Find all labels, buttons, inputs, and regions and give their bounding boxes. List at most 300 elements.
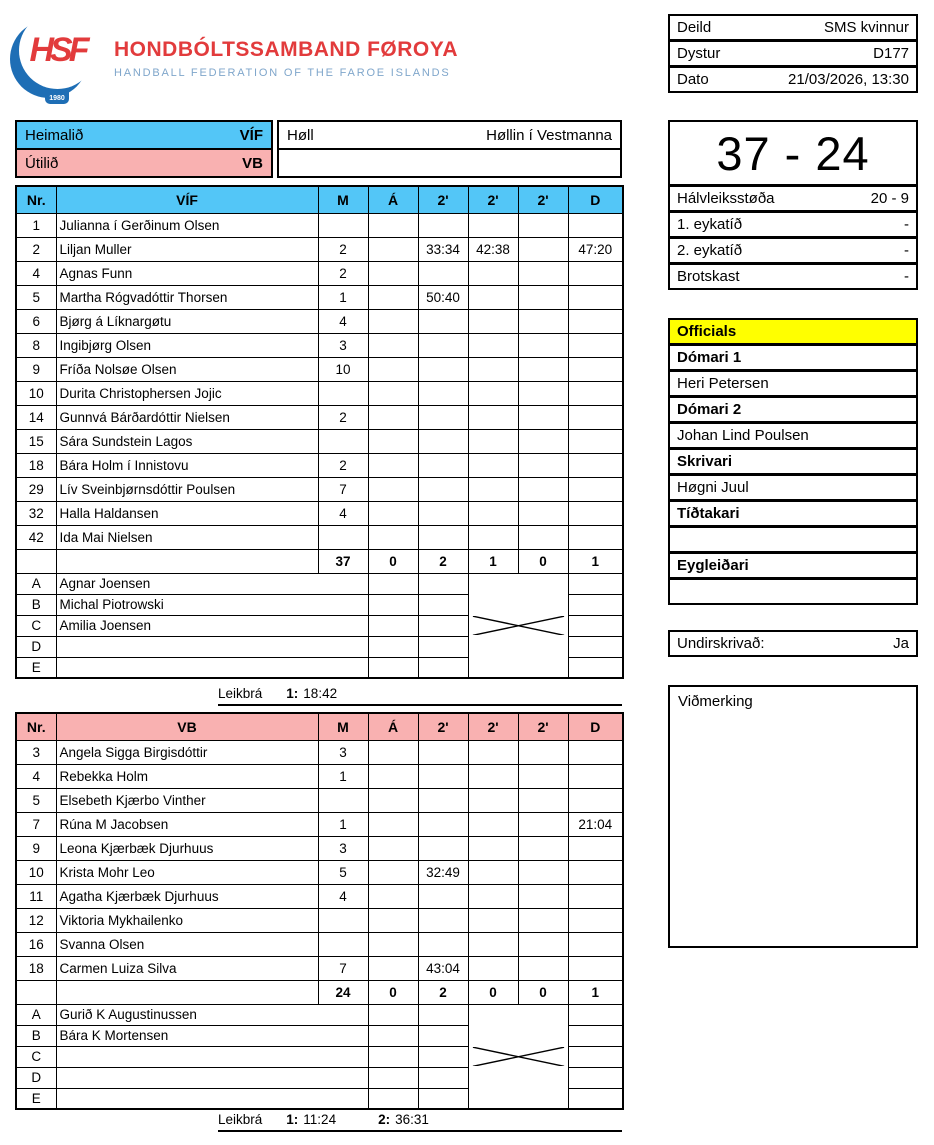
col-header-2min-3: 2' (518, 713, 568, 740)
player-name: Ingibjørg Olsen (56, 333, 318, 357)
overtime1-row (668, 211, 918, 238)
penalty-row (668, 263, 918, 290)
signature-box (668, 630, 918, 657)
player-name: Lív Sveinbjørnsdóttir Poulsen (56, 477, 318, 501)
player-2min-1 (418, 932, 468, 956)
match-number-label: Dystur (677, 45, 721, 62)
player-2min-1: 33:34 (418, 237, 468, 261)
total-2min-3: 0 (518, 980, 568, 1004)
official-disq-cell (568, 573, 623, 594)
team-table-header-row (16, 186, 623, 213)
leikbra-entry-number: 1: (286, 1112, 299, 1127)
player-2min-3 (518, 333, 568, 357)
player-name: Agnas Funn (56, 261, 318, 285)
officials-header: Officials (668, 318, 918, 345)
player-2min-3 (518, 309, 568, 333)
official-name (56, 1046, 368, 1067)
player-disq (568, 477, 623, 501)
player-goals (318, 908, 368, 932)
total-goals: 24 (318, 980, 368, 1004)
hall-label: Høll (287, 126, 314, 144)
official-disq-cell (568, 1004, 623, 1025)
player-name: Ida Mai Nielsen (56, 525, 318, 549)
player-2min-2 (468, 908, 518, 932)
player-2min-2 (468, 477, 518, 501)
player-warning (368, 285, 418, 309)
col-header-disq: D (568, 713, 623, 740)
player-2min-3 (518, 884, 568, 908)
player-number: 11 (16, 884, 56, 908)
federation-text (114, 38, 458, 79)
col-header-nr: Nr. (16, 186, 56, 213)
secretary-name: Høgni Juul (668, 474, 918, 501)
leikbra-entry (286, 686, 337, 701)
overtime1-label: 1. eykatíð (677, 216, 743, 233)
x-mark-icon (472, 616, 565, 636)
official-2min-cell (418, 1004, 468, 1025)
player-2min-1 (418, 477, 468, 501)
player-2min-1 (418, 525, 468, 549)
official-disq-cell (568, 1088, 623, 1109)
remarks-box (668, 685, 918, 948)
player-2min-3 (518, 453, 568, 477)
player-2min-1 (418, 908, 468, 932)
player-goals: 2 (318, 261, 368, 285)
player-row (16, 884, 623, 908)
player-row (16, 405, 623, 429)
official-warning-cell (368, 1067, 418, 1088)
player-number: 15 (16, 429, 56, 453)
player-2min-2 (468, 285, 518, 309)
col-header-goals: M (318, 713, 368, 740)
observer-label: Eygleiðari (668, 552, 918, 579)
player-number: 9 (16, 836, 56, 860)
leikbra-entry-time: 18:42 (303, 686, 338, 701)
player-disq (568, 357, 623, 381)
player-2min-3 (518, 788, 568, 812)
player-2min-3 (518, 477, 568, 501)
player-2min-1 (418, 764, 468, 788)
player-goals: 3 (318, 740, 368, 764)
player-disq (568, 261, 623, 285)
referee2-label: Dómari 2 (668, 396, 918, 423)
player-2min-2 (468, 453, 518, 477)
date-value: 21/03/2026, 13:30 (788, 71, 909, 88)
player-warning (368, 908, 418, 932)
player-number: 8 (16, 333, 56, 357)
player-2min-2 (468, 333, 518, 357)
away-team-banner (15, 148, 273, 178)
player-2min-1: 50:40 (418, 285, 468, 309)
timekeeper-name (668, 526, 918, 553)
player-row (16, 836, 623, 860)
player-2min-3 (518, 932, 568, 956)
player-goals: 4 (318, 309, 368, 333)
player-number: 18 (16, 453, 56, 477)
player-warning (368, 237, 418, 261)
hall-box (277, 120, 622, 178)
x-mark-icon (472, 1047, 565, 1067)
player-2min-3 (518, 381, 568, 405)
halftime-label: Hálvleiksstøða (677, 190, 775, 207)
player-name: Elsebeth Kjærbo Vinther (56, 788, 318, 812)
player-warning (368, 812, 418, 836)
player-row (16, 908, 623, 932)
official-name: Amilia Joensen (56, 615, 368, 636)
player-disq (568, 453, 623, 477)
player-number: 4 (16, 764, 56, 788)
player-name: Durita Christophersen Jojic (56, 381, 318, 405)
player-number: 7 (16, 812, 56, 836)
official-2min-cell (418, 594, 468, 615)
logo-monogram: HSF (19, 12, 96, 89)
player-warning (368, 261, 418, 285)
logo-year: 1980 (45, 76, 69, 104)
official-letter: A (16, 573, 56, 594)
total-goals: 37 (318, 549, 368, 573)
signature-row (668, 630, 918, 657)
player-row (16, 237, 623, 261)
player-goals: 7 (318, 956, 368, 980)
official-disq-cell (568, 1025, 623, 1046)
player-warning (368, 357, 418, 381)
official-name: Bára K Mortensen (56, 1025, 368, 1046)
signature-label: Undirskrivað: (677, 635, 765, 652)
player-warning (368, 333, 418, 357)
player-row (16, 333, 623, 357)
player-number: 32 (16, 501, 56, 525)
player-disq (568, 285, 623, 309)
official-warning-cell (368, 1004, 418, 1025)
player-2min-2 (468, 884, 518, 908)
col-header-team: VB (56, 713, 318, 740)
player-name: Svanna Olsen (56, 932, 318, 956)
official-warning-cell (368, 573, 418, 594)
col-header-2min-1: 2' (418, 713, 468, 740)
player-2min-1: 32:49 (418, 860, 468, 884)
player-row (16, 213, 623, 237)
halftime-row (668, 185, 918, 212)
player-number: 5 (16, 285, 56, 309)
player-2min-2 (468, 261, 518, 285)
leikbra-entry (378, 1112, 429, 1127)
player-2min-1 (418, 357, 468, 381)
player-name: Liljan Muller (56, 237, 318, 261)
total-warning: 0 (368, 549, 418, 573)
total-2min-3: 0 (518, 549, 568, 573)
player-goals: 4 (318, 501, 368, 525)
player-2min-3 (518, 405, 568, 429)
official-2min-cell (418, 657, 468, 678)
player-2min-2 (468, 357, 518, 381)
player-2min-2 (468, 429, 518, 453)
player-2min-3 (518, 285, 568, 309)
player-name: Krista Mohr Leo (56, 860, 318, 884)
player-2min-2 (468, 381, 518, 405)
player-goals (318, 788, 368, 812)
home-leikbra-line (218, 686, 622, 706)
player-row (16, 932, 623, 956)
col-header-2min-1: 2' (418, 186, 468, 213)
official-warning-cell (368, 657, 418, 678)
col-header-goals: M (318, 186, 368, 213)
player-2min-1 (418, 333, 468, 357)
col-header-nr: Nr. (16, 713, 56, 740)
player-goals: 2 (318, 453, 368, 477)
player-2min-2 (468, 405, 518, 429)
team-table-header-row (16, 713, 623, 740)
officials-panel (668, 318, 918, 605)
home-team-abbr: VÍF (239, 126, 263, 144)
player-2min-1 (418, 812, 468, 836)
away-team-abbr: VB (242, 154, 263, 172)
crossed-out-cells (468, 573, 568, 678)
player-name: Rebekka Holm (56, 764, 318, 788)
player-goals: 1 (318, 764, 368, 788)
player-2min-2 (468, 309, 518, 333)
official-letter: B (16, 1025, 56, 1046)
player-goals (318, 932, 368, 956)
player-2min-1 (418, 309, 468, 333)
player-disq (568, 213, 623, 237)
player-number: 10 (16, 860, 56, 884)
leikbra-entry-time: 11:24 (303, 1112, 337, 1127)
player-row (16, 860, 623, 884)
leikbra-entry (286, 1112, 336, 1127)
federation-subtitle: HANDBALL FEDERATION OF THE FAROE ISLANDS (114, 66, 451, 79)
leikbra-entry-number: 1: (286, 686, 299, 701)
player-2min-2 (468, 740, 518, 764)
player-2min-1 (418, 261, 468, 285)
halftime-value: 20 - 9 (870, 190, 909, 207)
player-row (16, 309, 623, 333)
official-2min-cell (418, 636, 468, 657)
total-warning: 0 (368, 980, 418, 1004)
player-2min-2 (468, 213, 518, 237)
totals-empty-nr (16, 980, 56, 1004)
official-warning-cell (368, 594, 418, 615)
player-row (16, 740, 623, 764)
player-2min-2: 42:38 (468, 237, 518, 261)
overtime2-label: 2. eykatíð (677, 242, 743, 259)
player-row (16, 788, 623, 812)
official-letter: D (16, 636, 56, 657)
player-goals: 1 (318, 812, 368, 836)
final-score: 37 - 24 (668, 120, 918, 186)
player-warning (368, 860, 418, 884)
official-name (56, 636, 368, 657)
col-header-2min-2: 2' (468, 713, 518, 740)
official-letter: E (16, 1088, 56, 1109)
player-2min-2 (468, 836, 518, 860)
col-header-team: VÍF (56, 186, 318, 213)
penalty-value: - (904, 268, 909, 285)
total-2min-1: 2 (418, 549, 468, 573)
official-name (56, 1067, 368, 1088)
player-name: Angela Sigga Birgisdóttir (56, 740, 318, 764)
player-2min-1 (418, 429, 468, 453)
player-name: Viktoria Mykhailenko (56, 908, 318, 932)
leikbra-label: Leikbrá (218, 686, 263, 701)
player-2min-3 (518, 525, 568, 549)
player-row (16, 381, 623, 405)
player-disq (568, 309, 623, 333)
player-number: 14 (16, 405, 56, 429)
player-name: Bára Holm í Innistovu (56, 453, 318, 477)
official-name: Gurið K Augustinussen (56, 1004, 368, 1025)
player-goals: 1 (318, 285, 368, 309)
player-name: Agatha Kjærbæk Djurhuus (56, 884, 318, 908)
hall-row (277, 120, 622, 150)
leikbra-label: Leikbrá (218, 1112, 263, 1127)
player-row (16, 285, 623, 309)
player-number: 42 (16, 525, 56, 549)
leikbra-entry-time: 36:31 (395, 1112, 429, 1127)
player-warning (368, 836, 418, 860)
player-number: 3 (16, 740, 56, 764)
player-row (16, 812, 623, 836)
player-2min-2 (468, 525, 518, 549)
player-name: Martha Rógvadóttir Thorsen (56, 285, 318, 309)
player-2min-3 (518, 501, 568, 525)
match-number-row (668, 40, 918, 67)
teams-banner (15, 120, 273, 178)
player-number: 12 (16, 908, 56, 932)
player-disq (568, 405, 623, 429)
player-2min-1 (418, 501, 468, 525)
total-2min-2: 1 (468, 549, 518, 573)
player-goals (318, 429, 368, 453)
player-goals: 7 (318, 477, 368, 501)
player-row (16, 261, 623, 285)
home-team-table (15, 185, 624, 679)
player-name: Carmen Luiza Silva (56, 956, 318, 980)
match-number-value: D177 (873, 45, 909, 62)
player-disq (568, 333, 623, 357)
player-number: 16 (16, 932, 56, 956)
player-goals: 10 (318, 357, 368, 381)
official-warning-cell (368, 1088, 418, 1109)
date-row (668, 66, 918, 93)
referee1-label: Dómari 1 (668, 344, 918, 371)
player-warning (368, 501, 418, 525)
player-2min-3 (518, 812, 568, 836)
player-row (16, 357, 623, 381)
player-warning (368, 932, 418, 956)
player-row (16, 956, 623, 980)
col-header-disq: D (568, 186, 623, 213)
official-2min-cell (418, 615, 468, 636)
official-2min-cell (418, 573, 468, 594)
player-name: Gunnvá Bárðardóttir Nielsen (56, 405, 318, 429)
player-number: 5 (16, 788, 56, 812)
player-2min-2 (468, 788, 518, 812)
player-2min-1 (418, 213, 468, 237)
player-warning (368, 956, 418, 980)
match-info-box (668, 14, 918, 93)
penalty-label: Brotskast (677, 268, 740, 285)
league-value: SMS kvinnur (823, 19, 909, 36)
official-2min-cell (418, 1025, 468, 1046)
player-disq (568, 525, 623, 549)
score-box (668, 120, 918, 290)
col-header-2min-2: 2' (468, 186, 518, 213)
player-disq (568, 764, 623, 788)
player-2min-2 (468, 764, 518, 788)
away-team-label: Útilið (25, 154, 59, 172)
official-2min-cell (418, 1088, 468, 1109)
player-2min-1 (418, 788, 468, 812)
player-disq (568, 884, 623, 908)
player-2min-2 (468, 812, 518, 836)
away-leikbra-line (218, 1112, 622, 1132)
player-disq (568, 836, 623, 860)
player-warning (368, 740, 418, 764)
hsf-logo-icon (10, 12, 98, 104)
league-label: Deild (677, 19, 712, 36)
player-name: Leona Kjærbæk Djurhuus (56, 836, 318, 860)
player-warning (368, 405, 418, 429)
col-header-warning: Á (368, 186, 418, 213)
team-official-row (16, 1004, 623, 1025)
player-disq: 47:20 (568, 237, 623, 261)
player-number: 10 (16, 381, 56, 405)
player-disq (568, 932, 623, 956)
player-name: Julianna í Gerðinum Olsen (56, 213, 318, 237)
observer-name (668, 578, 918, 605)
col-header-warning: Á (368, 713, 418, 740)
official-name: Michal Piotrowski (56, 594, 368, 615)
player-goals: 2 (318, 405, 368, 429)
player-name: Sára Sundstein Lagos (56, 429, 318, 453)
player-row (16, 764, 623, 788)
player-2min-1: 43:04 (418, 956, 468, 980)
player-row (16, 477, 623, 501)
player-2min-1 (418, 884, 468, 908)
date-label: Dato (677, 71, 709, 88)
secretary-label: Skrivari (668, 448, 918, 475)
league-row (668, 14, 918, 41)
player-2min-3 (518, 836, 568, 860)
player-warning (368, 525, 418, 549)
official-disq-cell (568, 1046, 623, 1067)
player-row (16, 453, 623, 477)
player-2min-3 (518, 740, 568, 764)
home-team-label: Heimalið (25, 126, 84, 144)
official-warning-cell (368, 1025, 418, 1046)
official-name: Agnar Joensen (56, 573, 368, 594)
player-number: 2 (16, 237, 56, 261)
player-2min-1 (418, 453, 468, 477)
total-2min-2: 0 (468, 980, 518, 1004)
player-disq (568, 501, 623, 525)
player-disq (568, 740, 623, 764)
player-goals: 4 (318, 884, 368, 908)
player-2min-3 (518, 357, 568, 381)
player-goals: 2 (318, 237, 368, 261)
overtime2-value: - (904, 242, 909, 259)
player-2min-3 (518, 956, 568, 980)
official-disq-cell (568, 615, 623, 636)
official-warning-cell (368, 1046, 418, 1067)
player-warning (368, 213, 418, 237)
totals-empty-name (56, 549, 318, 573)
player-disq (568, 908, 623, 932)
official-letter: C (16, 1046, 56, 1067)
player-2min-3 (518, 860, 568, 884)
player-2min-3 (518, 261, 568, 285)
player-warning (368, 309, 418, 333)
